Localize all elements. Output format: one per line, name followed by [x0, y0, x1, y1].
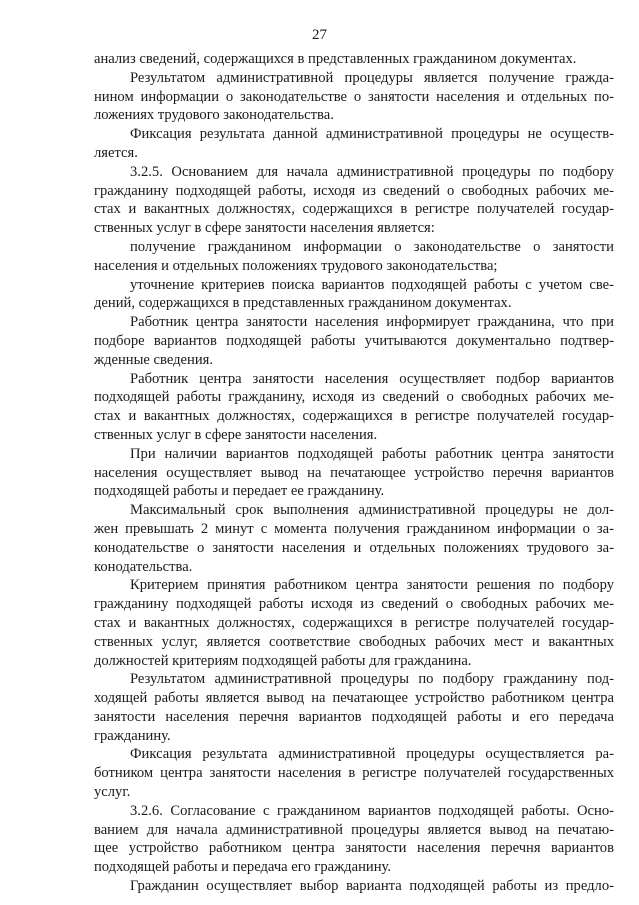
text-line: щее устройство работником центра занятости населения перечня вариантов — [94, 840, 614, 857]
text-line: конодательства. — [94, 558, 193, 575]
text-line: дений, содержащихся в представленных гражданином документах. — [94, 295, 512, 312]
text-line: Максимальный срок выполнения административной процедуры не дол- — [130, 502, 614, 519]
text-line: стах и вакантных должностях, содержащихся в регистре получателей государ- — [94, 201, 614, 218]
text-line: жен превышать 2 минут с момента получения гражданином информации о за- — [94, 520, 614, 537]
text-line: подборе вариантов подходящей работы учитываются документально подтвер- — [94, 332, 614, 349]
text-line: Работник центра занятости населения информирует гражданина, что при — [130, 314, 614, 331]
text-line: занятости населения перечня вариантов подходящей работы и его передача — [94, 708, 614, 725]
text-line: должностей критериям подходящей работы для гражданина. — [94, 652, 472, 669]
text-line: гражданину подходящей работы исходя из сведений о свободных рабочих ме- — [94, 596, 614, 613]
text-line: анализ сведений, содержащихся в представленных гражданином документах. — [94, 51, 577, 67]
text-line: гражданину подходящей работы, исходя из сведений о свободных рабочих ме- — [94, 182, 614, 199]
text-line: ванием для начала административной процедуры является вывод на печатаю- — [94, 821, 614, 838]
text-line: населения осуществляет вывод на печатающее устройство перечня вариантов — [94, 464, 614, 481]
text-line: Результатом административной процедуры является получение гражда- — [130, 69, 614, 86]
text-line: Работник центра занятости населения осуществляет подбор вариантов — [130, 370, 614, 387]
text-line: ственных услуг в сфере занятости населения является: — [94, 220, 435, 237]
text-line: ложениях трудового законодательства. — [94, 107, 334, 124]
text-line: подходящей работы гражданину, исходя из сведений о свободных рабочих ме- — [94, 389, 614, 406]
text-line: Критерием принятия работником центра занятости решения по подбору — [130, 577, 614, 594]
text-line: стах и вакантных должностях, содержащихся в регистре получателей государ- — [94, 408, 614, 425]
text-line: конодательстве о занятости населения и отдельных положениях трудового за- — [94, 539, 614, 556]
text-line: ственных услуг, является соответствие свободных рабочих мест и вакантных — [94, 633, 614, 650]
text-line: ходящей работы является вывод на печатающее устройство работником центра — [94, 690, 614, 707]
text-line: подходящей работы и передача его гражданину. — [94, 859, 391, 876]
text-line: получение гражданином информации о законодательстве о занятости — [130, 238, 614, 255]
page-number: 27 — [312, 27, 327, 43]
text-line: ботником центра занятости населения в регистре получателей государственных — [94, 765, 614, 782]
text-line: ственных услуг в сфере занятости населения. — [94, 426, 378, 443]
text-line: 3.2.5. Основанием для начала административной процедуры по подбору — [130, 163, 614, 180]
text-line: жденные сведения. — [94, 351, 213, 368]
text-line: Фиксация результата административной процедуры осуществляется ра- — [130, 746, 614, 763]
text-line: стах и вакантных должностях, содержащихся в регистре получателей государ- — [94, 614, 614, 631]
text-line: подходящей работы и передает ее гражданину. — [94, 483, 385, 500]
text-line: населения и отдельных положениях трудового законодательства; — [94, 257, 498, 274]
text-line: Гражданин осуществляет выбор варианта подходящей работы из предло- — [130, 878, 614, 895]
text-line: нином информации о законодательстве о занятости населения и отдельных по- — [94, 88, 614, 105]
text-line: 3.2.6. Согласование с гражданином вариантов подходящей работы. Осно- — [130, 802, 614, 819]
text-line: Фиксация результата данной административной процедуры не осуществ- — [130, 126, 614, 143]
text-line: ляется. — [94, 144, 138, 161]
document-body — [94, 50, 614, 896]
text-line: Результатом административной процедуры по подбору гражданину под- — [130, 671, 614, 688]
text-line: услуг. — [94, 784, 131, 801]
text-line: гражданину. — [94, 727, 171, 744]
text-line: При наличии вариантов подходящей работы работник центра занятости — [130, 445, 614, 462]
text-line: уточнение критериев поиска вариантов подходящей работы с учетом све- — [130, 276, 614, 293]
